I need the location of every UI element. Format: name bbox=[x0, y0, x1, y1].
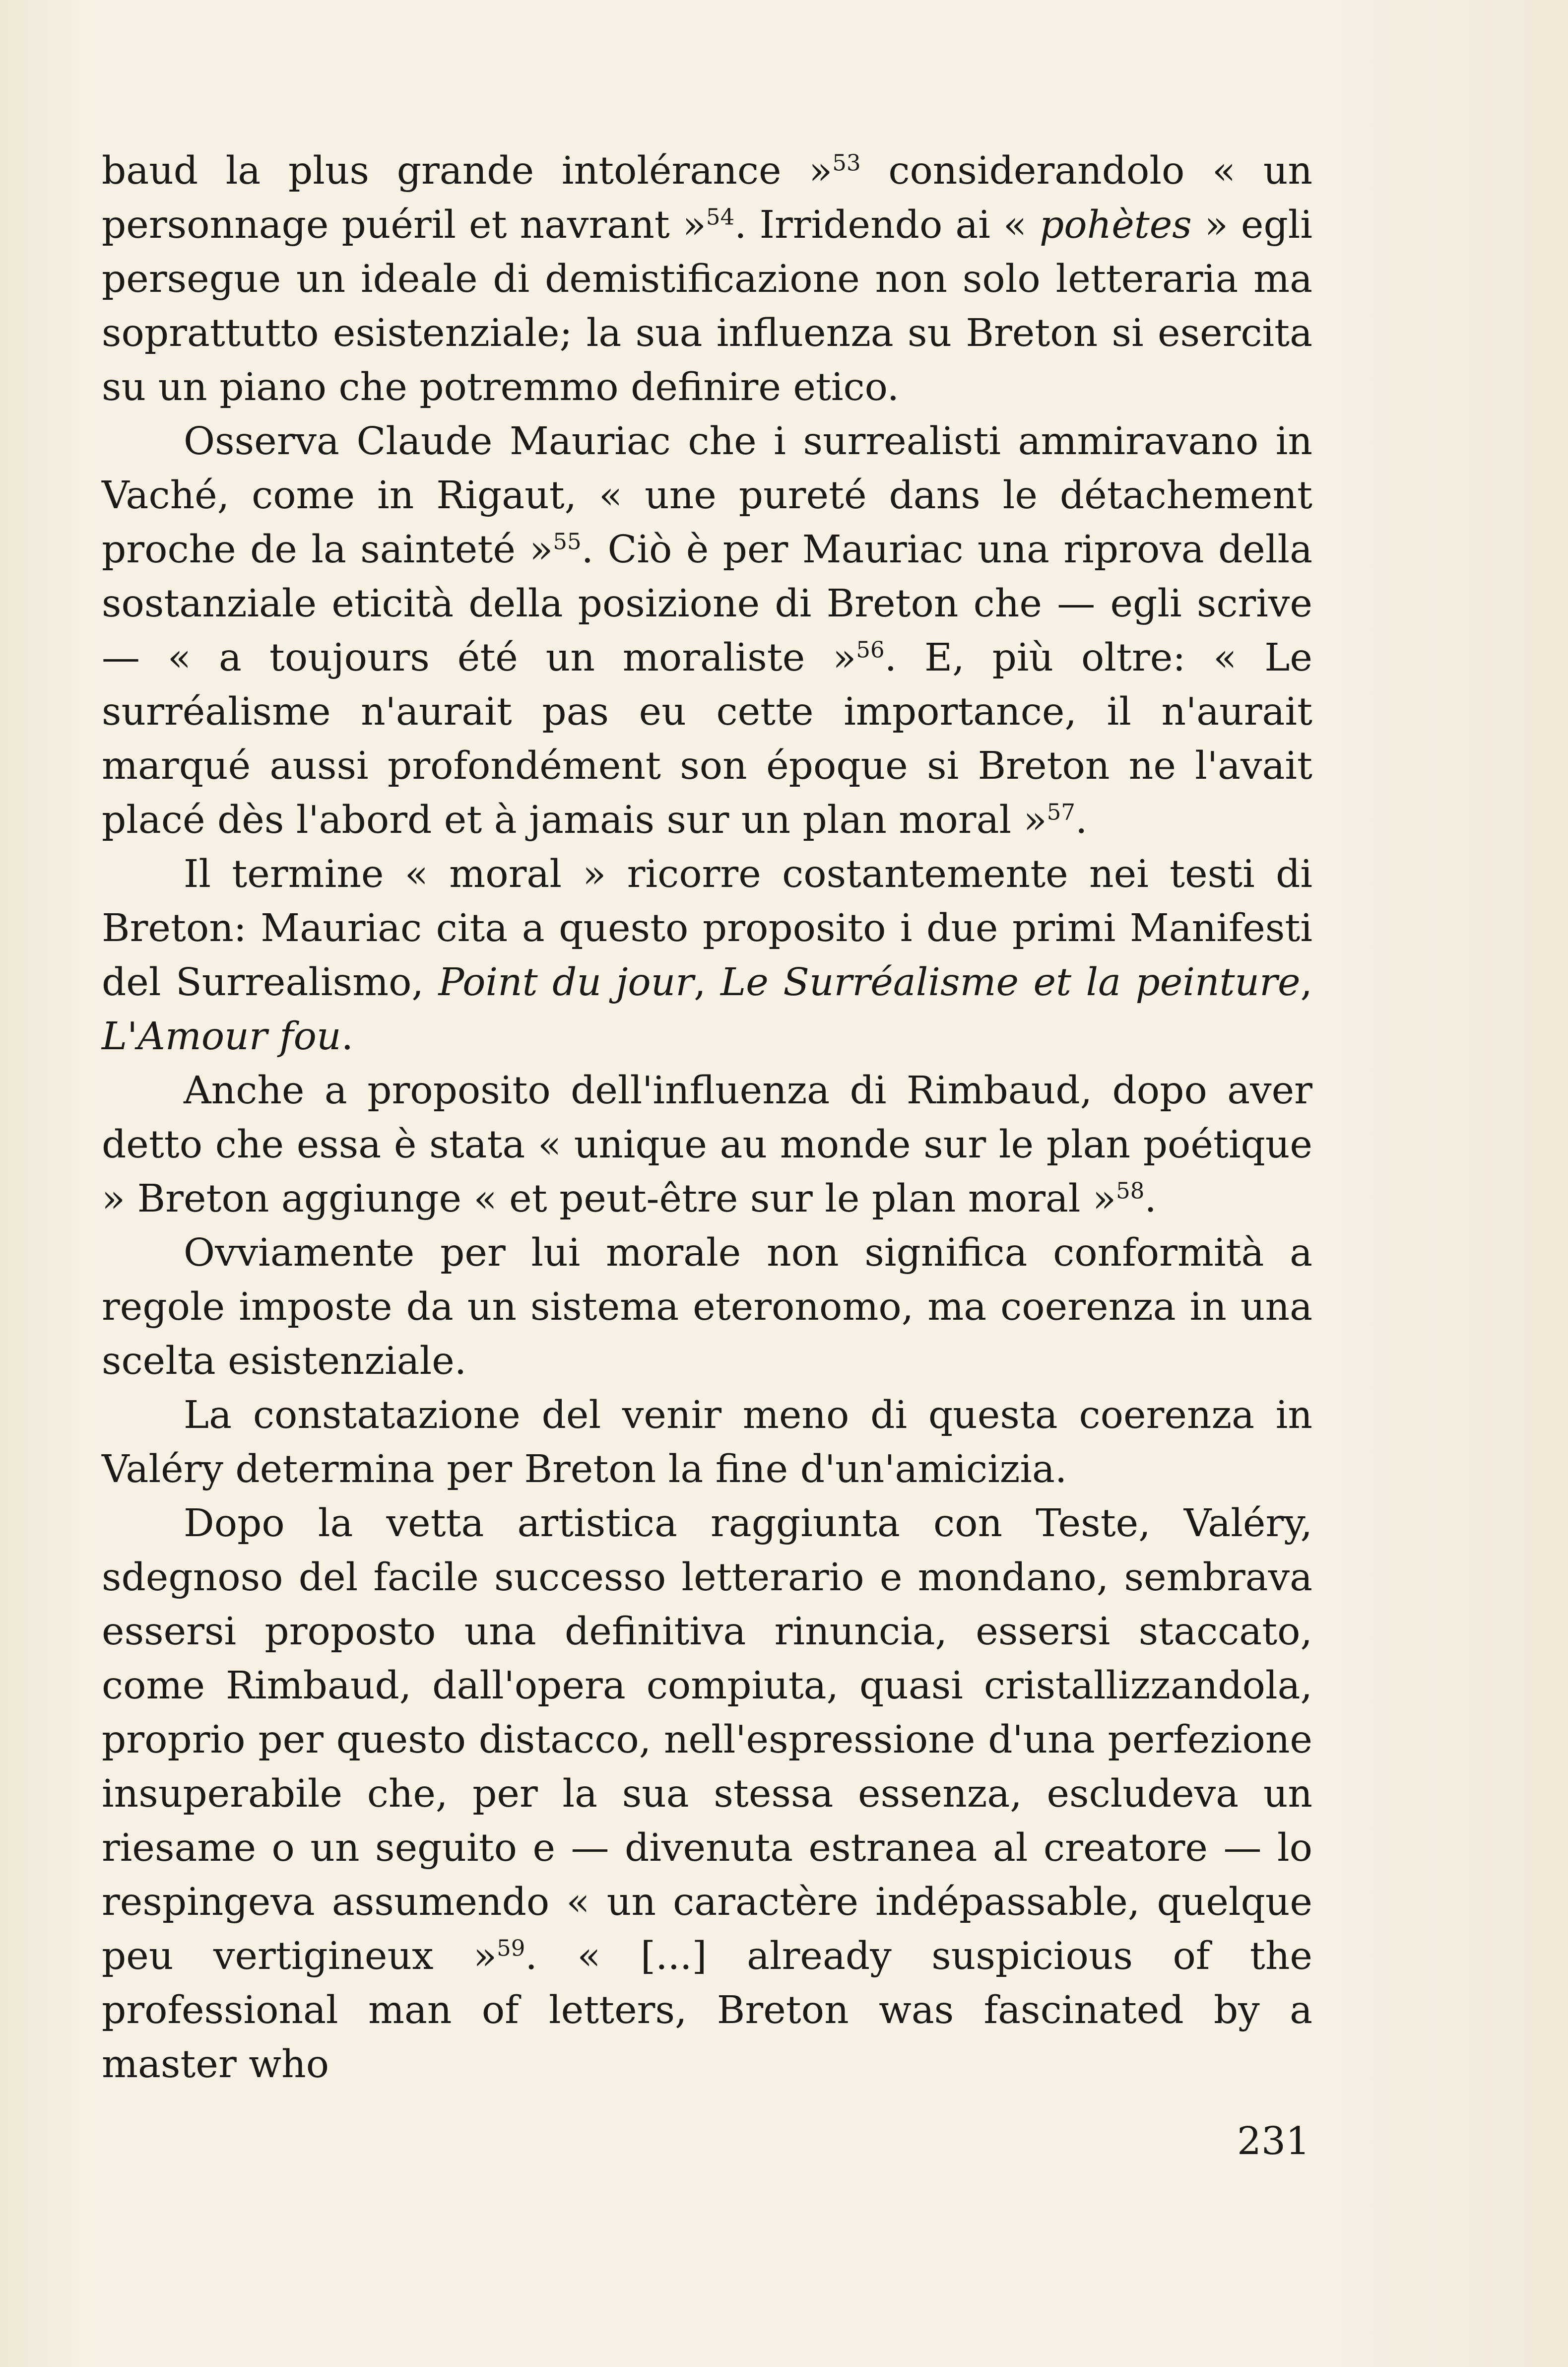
paragraph bbox=[102, 847, 1312, 1064]
footnote-ref: 57 bbox=[1046, 799, 1075, 825]
footnote-ref: 58 bbox=[1116, 1177, 1145, 1204]
text-run: , bbox=[694, 960, 721, 1005]
footnote-ref: 53 bbox=[832, 149, 861, 176]
paragraph bbox=[102, 1388, 1312, 1496]
body-text bbox=[102, 144, 1312, 2092]
text-run: . « [...] already suspicious of the professional man of letters, Breton was fascinated by a master who bbox=[102, 1934, 1312, 2087]
text-run: Ovviamente per lui morale non significa conformità a regole imposte da un sistema eteronomo, ma coerenza in una scelta esistenziale. bbox=[102, 1231, 1312, 1383]
footnote-ref: 56 bbox=[856, 636, 885, 663]
paragraph bbox=[102, 1496, 1312, 2092]
italic-title: Point du jour bbox=[438, 960, 694, 1005]
footnote-ref: 54 bbox=[706, 203, 735, 230]
italic-title: L'Amour fou bbox=[102, 1014, 341, 1059]
footnote-ref: 55 bbox=[553, 528, 582, 555]
text-run: . E, più oltre: « Le surréalisme n'aurait pas eu cette importance, il n'aurait marqué aussi profondément son époque si Breton ne l'avait placé dès l'abord et à jamais sur un plan moral » bbox=[102, 636, 1312, 842]
text-run: . Ciò è per Mauriac una riprova della sostanziale eticità della posizione di Breton che — egli scrive — « a toujours été un moraliste » bbox=[102, 528, 1313, 680]
italic-title: pohètes bbox=[1039, 203, 1192, 247]
text-run: . bbox=[1075, 798, 1088, 842]
text-run: considerandolo « un personnage puéril et navrant » bbox=[102, 149, 1312, 247]
text-run: . Irridendo ai « bbox=[734, 203, 1040, 247]
footnote-ref: 59 bbox=[497, 1935, 525, 1961]
text-run: . bbox=[341, 1014, 354, 1059]
text-run: » egli persegue un ideale di demistificazione non solo letteraria ma soprattutto esistenziale; la sua influenza su Breton si esercita su un piano che potremmo definire etico. bbox=[102, 203, 1312, 409]
italic-title: Le Surréalisme et la peinture bbox=[720, 960, 1301, 1005]
paragraph bbox=[102, 414, 1312, 847]
text-run: baud la plus grande intolérance » bbox=[102, 149, 833, 193]
text-run: Dopo la vetta artistica raggiunta con Teste, Valéry, sdegnoso del facile successo letterario e mondano, sembrava essersi proposto una definitiva rinuncia, essersi staccato, come Rimbaud, dall'opera compiuta, quasi cristallizzandola, proprio per questo distacco, nell'espressione d'una perfezione insuperabile che, per la sua stessa essenza, escludeva un riesame o un seguito e — divenuta estranea al creatore — lo respingeva assumendo « un caractère indépassable, quelque peu vertigineux » bbox=[102, 1501, 1312, 1978]
text-run: Il termine « moral » ricorre costantemente nei testi di Breton: Mauriac cita a questo proposito i due primi Manifesti del Surrealismo, bbox=[102, 852, 1312, 1005]
text-run: , bbox=[1300, 960, 1312, 1005]
text-run: La constatazione del venir meno di questa coerenza in Valéry determina per Breton la fine d'un'amicizia. bbox=[102, 1393, 1312, 1491]
paragraph bbox=[102, 144, 1312, 414]
paragraph bbox=[102, 1226, 1312, 1388]
page-number: 231 bbox=[1237, 2119, 1310, 2164]
text-run: Anche a proposito dell'influenza di Rimbaud, dopo aver detto che essa è stata « unique au monde sur le plan poétique » Breton aggiunge « et peut-être sur le plan moral » bbox=[102, 1069, 1312, 1221]
text-run: . bbox=[1144, 1177, 1157, 1221]
paragraph bbox=[102, 1064, 1312, 1226]
text-run: Osserva Claude Mauriac che i surrealisti ammiravano in Vaché, come in Rigaut, « une pureté dans le détachement proche de la sainteté » bbox=[102, 419, 1312, 572]
